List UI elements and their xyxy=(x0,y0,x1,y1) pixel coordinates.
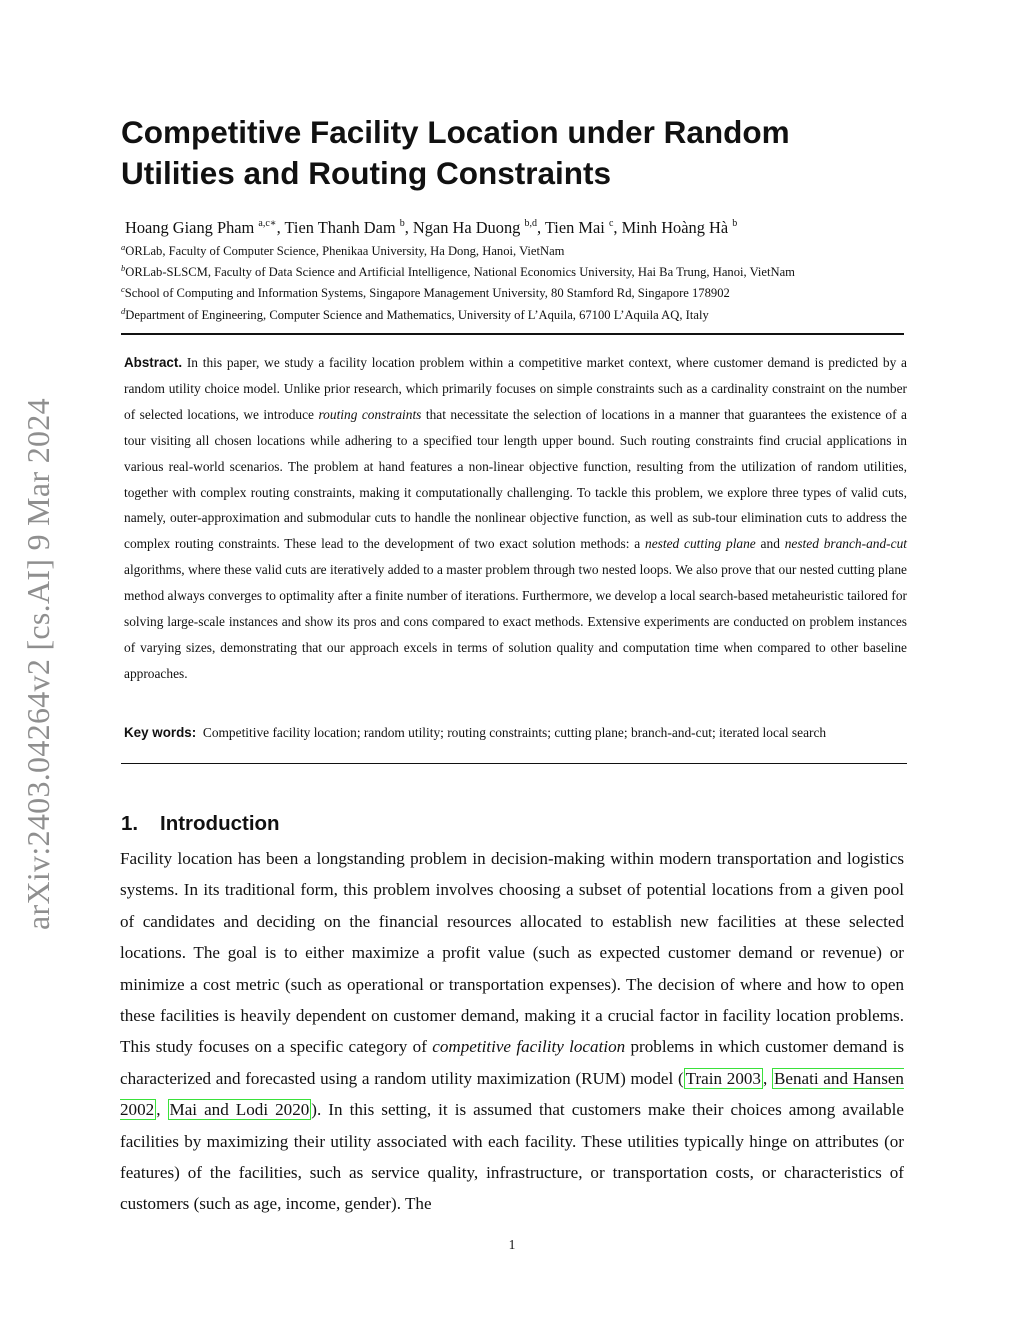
arxiv-stamp: arXiv:2403.04264v2 [cs.AI] 9 Mar 2024 xyxy=(20,398,56,930)
affiliation: $^d$Department of Engineering, Computer Science and Mathematics, University of L’Aquila, 67100 L’Aquila AQ, Italy xyxy=(121,305,709,322)
citation-link[interactable]: Mai and Lodi 2020 xyxy=(169,1100,310,1120)
abstract-label: Abstract. xyxy=(124,355,183,370)
author: Tien Thanh Dam $^b$, xyxy=(284,218,413,238)
keywords-label: Key words: xyxy=(124,725,197,740)
page-number: 1 xyxy=(508,1237,516,1252)
keywords-text: Competitive facility location; random utility; routing constraints; cutting plane; branch-and-cut; iterated local search xyxy=(202,725,827,740)
intro-paragraph: Facility location has been a longstanding problem in decision-making within modern transportation and logistics systems. In its traditional form, this problem involves choosing a subset of potential locations from a given pool of candidates and deciding on the financial resources allocated to establish new facilities at these selected locations. The goal is to either maximize a profit value (such as expected customer demand or revenue) or minimize a cost metric (such as operational or transportation expenses). The decision of where and how to open these facilities is heavily dependent on customer demand, making it a crucial factor in facility location problems. This study focuses on a specific category of competitive facility location problems in which customer demand is characterized and forecasted using a random utility maximization (RUM) model ( Train 2003 , Benati and Hansen 2002 , Mai and Lodi 2020 ). In this setting, it is assumed that customers make their choices among available facilities by maximizing their utility associated with each facility. These utilities typically hinge on attributes (or features) of the facilities, such as service quality, infrastructure, or transportation costs, or characteristics of customers (such as age, income, gender). The xyxy=(120,849,904,1214)
header-divider xyxy=(121,333,904,335)
author: Hoang Giang Pham $^{a,c∗}$, xyxy=(125,218,285,238)
affiliation: $^a$ORLab, Faculty of Computer Science, Phenikaa University, Ha Dong, Hanoi, VietNam xyxy=(121,242,565,259)
keywords xyxy=(124,722,914,744)
abstract-divider xyxy=(121,763,907,764)
author-list xyxy=(125,214,737,239)
affiliation: $^c$School of Computing and Information Systems, Singapore Management University, 80 Stamford Rd, Singapore 178902 xyxy=(121,284,730,301)
author: Tien Mai $^c$, xyxy=(544,218,622,238)
affiliation: $^b$ORLab-SLSCM, Faculty of Data Science and Artificial Intelligence, National Economics University, Hai Ba Trung, Hanoi, VietNam xyxy=(121,263,795,280)
author: Minh Hoàng Hà $^b$ xyxy=(621,218,738,238)
citation-link[interactable]: Train 2003 xyxy=(685,1068,761,1088)
author: Ngan Ha Duong $^{b,d}$, xyxy=(412,218,545,238)
section-heading: 1. Introduction xyxy=(121,812,280,835)
affiliation-list xyxy=(121,239,921,324)
title-line-1: Competitive Facility Location under Random xyxy=(121,114,790,150)
title-line-2: Utilities and Routing Constraints xyxy=(121,155,612,191)
paper-title xyxy=(121,112,881,194)
citation-link[interactable]: Benati and Hansen 2002 xyxy=(120,1068,904,1120)
abstract: Abstract. In this paper, we study a facility location problem within a competitive market context, where customer demand is predicted by a random utility choice model. Unlike prior research, which primarily focuses on simple constraints such as a cardinality constraint on the number of selected locations, we introduce routing constraints that necessitate the selection of locations in a manner that guarantees the existence of a tour visiting all chosen locations while adhering to a specified tour length upper bound. Such routing constraints find crucial applications in various real-world scenarios. The problem at hand features a non-linear objective function, resulting from the utilization of random utilities, together with complex routing constraints, making it computationally challenging. To tackle this problem, we explore three types of valid cuts, namely, outer-approximation and submodular cuts to handle the nonlinear objective function, as well as sub-tour elimination cuts to address the complex routing constraints. These lead to the development of two exact solution methods: a nested cutting plane and nested branch-and-cut algorithms, where these valid cuts are iteratively added to a master problem through two nested loops. We also prove that our nested cutting plane method always converges to optimality after a finite number of iterations. Furthermore, we develop a local search-based metaheuristic tailored for solving large-scale instances and show its pros and cons compared to exact methods. Extensive experiments are conducted on problem instances of varying sizes, demonstrating that our approach excels in terms of solution quality and computation time when compared to other baseline approaches. xyxy=(124,355,907,681)
